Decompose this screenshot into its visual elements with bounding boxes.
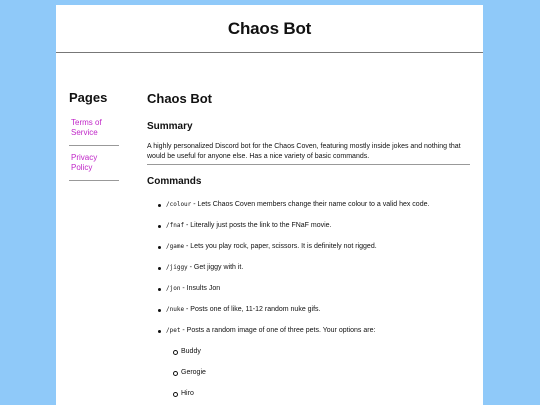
command-code: /colour bbox=[166, 201, 192, 208]
list-item: Hiro bbox=[173, 389, 470, 399]
command-code: /pet bbox=[166, 327, 181, 334]
command-description: - Insults Jon bbox=[180, 285, 221, 292]
commands-list bbox=[147, 200, 470, 336]
site-header bbox=[56, 5, 483, 53]
command-code: /game bbox=[166, 243, 185, 250]
command-code: /jiggy bbox=[166, 264, 188, 271]
command-description: - Lets you play rock, paper, scissors. It is definitely not rigged. bbox=[184, 243, 377, 250]
list-item: Gerogie bbox=[173, 368, 470, 378]
page-card bbox=[56, 5, 483, 405]
page-title: Chaos Bot bbox=[147, 91, 212, 106]
list-item bbox=[158, 263, 470, 273]
command-description: - Lets Chaos Coven members change their name colour to a valid hex code. bbox=[191, 201, 430, 208]
list-item bbox=[158, 305, 470, 315]
command-description: - Posts a random image of one of three pets. Your options are: bbox=[180, 327, 376, 334]
sidebar-heading: Pages bbox=[69, 90, 108, 105]
summary-text: A highly personalized Discord bot for the Chaos Coven, featuring mostly inside jokes and nothing that would be useful for anyone else. Has a nice variety of basic commands. bbox=[147, 142, 470, 165]
commands-heading: Commands bbox=[147, 176, 202, 187]
site-title: Chaos Bot bbox=[227, 18, 312, 38]
command-code: /fnaf bbox=[166, 222, 185, 229]
list-item bbox=[158, 242, 470, 252]
pets-list bbox=[147, 347, 470, 399]
sidebar-link-terms-of-service[interactable]: Terms of Service bbox=[69, 118, 119, 146]
main-content bbox=[147, 91, 470, 405]
list-item bbox=[158, 221, 470, 231]
list-item bbox=[158, 326, 470, 336]
command-code: /nuke bbox=[166, 306, 185, 313]
command-description: - Get jiggy with it. bbox=[187, 264, 244, 271]
list-item: Buddy bbox=[173, 347, 470, 357]
summary-heading: Summary bbox=[147, 121, 193, 132]
sidebar bbox=[69, 90, 119, 188]
command-description: - Literally just posts the link to the FNaF movie. bbox=[184, 222, 332, 229]
list-item bbox=[158, 200, 470, 210]
sidebar-link-privacy-policy[interactable]: Privacy Policy bbox=[69, 153, 119, 181]
command-description: - Posts one of like, 11-12 random nuke gifs. bbox=[184, 306, 321, 313]
list-item bbox=[158, 284, 470, 294]
command-code: /jon bbox=[166, 285, 181, 292]
